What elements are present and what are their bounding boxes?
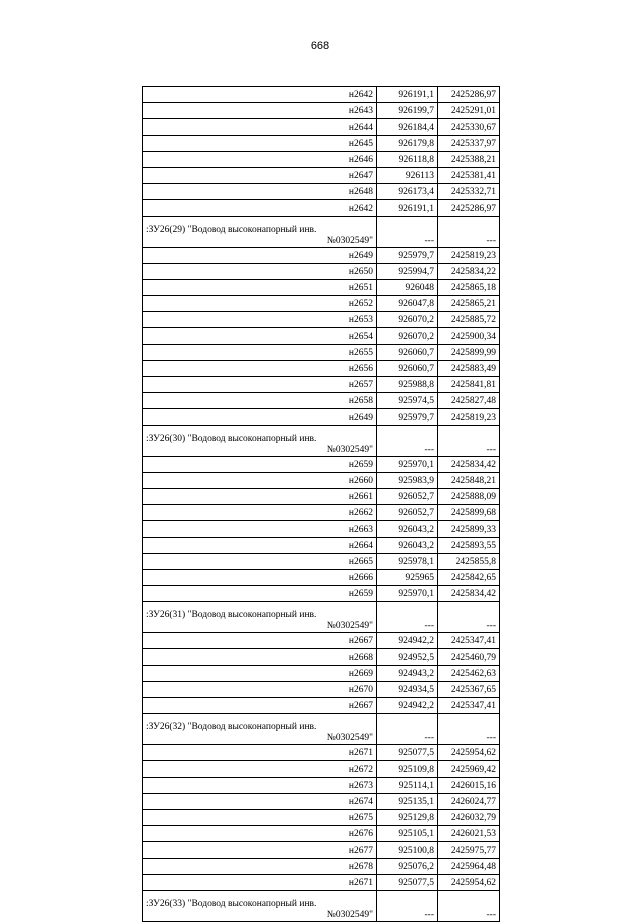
point-name-cell: н2674 xyxy=(143,793,377,809)
coordinate-row xyxy=(143,456,500,472)
y-coordinate-cell: 2425462,63 xyxy=(438,665,500,681)
y-coordinate-cell: 2425286,97 xyxy=(438,200,500,216)
coordinate-row xyxy=(143,649,500,665)
y-coordinate-cell: 2425460,79 xyxy=(438,649,500,665)
y-coordinate-cell: 2425381,41 xyxy=(438,167,500,183)
y-coordinate-cell: 2425332,71 xyxy=(438,184,500,200)
y-coordinate-cell: 2425900,34 xyxy=(438,328,500,344)
x-coordinate-cell: 926070,2 xyxy=(377,312,438,328)
point-name-cell: н2670 xyxy=(143,681,377,697)
coordinate-row xyxy=(143,681,500,697)
coordinate-row xyxy=(143,488,500,504)
y-coordinate-cell: 2425954,62 xyxy=(438,874,500,890)
point-name-cell: н2642 xyxy=(143,200,377,216)
point-name-cell: н2675 xyxy=(143,809,377,825)
point-name-cell: н2651 xyxy=(143,279,377,295)
x-coordinate-cell: 925970,1 xyxy=(377,586,438,602)
section-header-y: --- xyxy=(438,216,500,247)
section-header-line2: №0302549" xyxy=(326,235,373,246)
x-coordinate-cell: 925978,1 xyxy=(377,553,438,569)
point-name-cell: н2663 xyxy=(143,521,377,537)
y-coordinate-cell: 2425899,99 xyxy=(438,344,500,360)
coordinate-row xyxy=(143,793,500,809)
y-coordinate-cell: 2425347,41 xyxy=(438,698,500,714)
point-name-cell: н2667 xyxy=(143,698,377,714)
coordinate-row xyxy=(143,312,500,328)
coordinate-row xyxy=(143,87,500,103)
coordinates-table xyxy=(142,86,500,922)
coordinate-row xyxy=(143,777,500,793)
x-coordinate-cell: 926043,2 xyxy=(377,537,438,553)
coordinate-row xyxy=(143,200,500,216)
coordinate-row xyxy=(143,698,500,714)
point-name-cell: н2660 xyxy=(143,472,377,488)
coordinate-row xyxy=(143,119,500,135)
y-coordinate-cell: 2425964,48 xyxy=(438,858,500,874)
y-coordinate-cell: 2426015,16 xyxy=(438,777,500,793)
point-name-cell: н2676 xyxy=(143,826,377,842)
section-header-x: --- xyxy=(377,714,438,745)
coordinate-row xyxy=(143,263,500,279)
coordinate-row xyxy=(143,360,500,376)
point-name-cell: н2642 xyxy=(143,87,377,103)
y-coordinate-cell: 2425286,97 xyxy=(438,87,500,103)
point-name-cell: н2643 xyxy=(143,103,377,119)
x-coordinate-cell: 926118,8 xyxy=(377,151,438,167)
y-coordinate-cell: 2425893,55 xyxy=(438,537,500,553)
section-header-y: --- xyxy=(438,714,500,745)
section-header-line1: :ЗУ26(31) "Водовод высоконапорный инв. xyxy=(146,610,317,621)
point-name-cell: н2655 xyxy=(143,344,377,360)
point-name-cell: н2667 xyxy=(143,633,377,649)
x-coordinate-cell: 926060,7 xyxy=(377,344,438,360)
coordinate-row xyxy=(143,761,500,777)
y-coordinate-cell: 2425367,65 xyxy=(438,681,500,697)
section-header-line1: :ЗУ26(33) "Водовод высоконапорный инв. xyxy=(146,898,317,909)
section-header-text xyxy=(143,714,377,745)
y-coordinate-cell: 2425969,42 xyxy=(438,761,500,777)
point-name-cell: н2658 xyxy=(143,393,377,409)
x-coordinate-cell: 926113 xyxy=(377,167,438,183)
coordinate-row xyxy=(143,279,500,295)
point-name-cell: н2644 xyxy=(143,119,377,135)
coordinate-row xyxy=(143,842,500,858)
section-header-x: --- xyxy=(377,216,438,247)
y-coordinate-cell: 2425827,48 xyxy=(438,393,500,409)
section-header-row xyxy=(143,890,500,921)
coordinates-table-body xyxy=(143,87,500,922)
y-coordinate-cell: 2425819,23 xyxy=(438,409,500,425)
y-coordinate-cell: 2425842,65 xyxy=(438,569,500,585)
coordinate-row xyxy=(143,151,500,167)
x-coordinate-cell: 926060,7 xyxy=(377,360,438,376)
point-name-cell: н2673 xyxy=(143,777,377,793)
x-coordinate-cell: 925979,7 xyxy=(377,247,438,263)
point-name-cell: н2678 xyxy=(143,858,377,874)
y-coordinate-cell: 2425865,18 xyxy=(438,279,500,295)
coordinate-row xyxy=(143,633,500,649)
y-coordinate-cell: 2425848,21 xyxy=(438,472,500,488)
section-header-x: --- xyxy=(377,425,438,456)
y-coordinate-cell: 2425388,21 xyxy=(438,151,500,167)
section-header-line2: №0302549" xyxy=(326,733,373,744)
coordinate-row xyxy=(143,167,500,183)
coordinate-row xyxy=(143,874,500,890)
point-name-cell: н2657 xyxy=(143,377,377,393)
coordinate-row xyxy=(143,569,500,585)
point-name-cell: н2652 xyxy=(143,296,377,312)
point-name-cell: н2671 xyxy=(143,745,377,761)
y-coordinate-cell: 2426021,53 xyxy=(438,826,500,842)
y-coordinate-cell: 2425954,62 xyxy=(438,745,500,761)
x-coordinate-cell: 925970,1 xyxy=(377,456,438,472)
point-name-cell: н2659 xyxy=(143,586,377,602)
coordinate-row xyxy=(143,586,500,602)
coordinate-row xyxy=(143,665,500,681)
y-coordinate-cell: 2425883,49 xyxy=(438,360,500,376)
x-coordinate-cell: 924952,5 xyxy=(377,649,438,665)
section-header-text xyxy=(143,425,377,456)
x-coordinate-cell: 926043,2 xyxy=(377,521,438,537)
y-coordinate-cell: 2425834,22 xyxy=(438,263,500,279)
x-coordinate-cell: 924942,2 xyxy=(377,633,438,649)
section-header-line1: :ЗУ26(30) "Водовод высоконапорный инв. xyxy=(146,433,317,444)
coordinate-row xyxy=(143,135,500,151)
x-coordinate-cell: 926199,7 xyxy=(377,103,438,119)
page-number: 668 xyxy=(310,40,330,52)
section-header-line1: :ЗУ26(29) "Водовод высоконапорный инв. xyxy=(146,224,317,235)
point-name-cell: н2653 xyxy=(143,312,377,328)
coordinate-row xyxy=(143,103,500,119)
point-name-cell: н2672 xyxy=(143,761,377,777)
coordinate-row xyxy=(143,826,500,842)
coordinate-row xyxy=(143,344,500,360)
coordinate-row xyxy=(143,809,500,825)
point-name-cell: н2656 xyxy=(143,360,377,376)
x-coordinate-cell: 926048 xyxy=(377,279,438,295)
y-coordinate-cell: 2425855,8 xyxy=(438,553,500,569)
y-coordinate-cell: 2425330,67 xyxy=(438,119,500,135)
section-header-text xyxy=(143,216,377,247)
x-coordinate-cell: 926179,8 xyxy=(377,135,438,151)
y-coordinate-cell: 2425885,72 xyxy=(438,312,500,328)
coordinate-row xyxy=(143,393,500,409)
x-coordinate-cell: 926173,4 xyxy=(377,184,438,200)
x-coordinate-cell: 926191,1 xyxy=(377,87,438,103)
y-coordinate-cell: 2426024,77 xyxy=(438,793,500,809)
section-header-row xyxy=(143,425,500,456)
point-name-cell: н2647 xyxy=(143,167,377,183)
y-coordinate-cell: 2425899,33 xyxy=(438,521,500,537)
y-coordinate-cell: 2425819,23 xyxy=(438,247,500,263)
x-coordinate-cell: 925077,5 xyxy=(377,745,438,761)
point-name-cell: н2677 xyxy=(143,842,377,858)
point-name-cell: н2664 xyxy=(143,537,377,553)
section-header-line2: №0302549" xyxy=(326,621,373,632)
point-name-cell: н2649 xyxy=(143,409,377,425)
x-coordinate-cell: 925129,8 xyxy=(377,809,438,825)
section-header-line2: №0302549" xyxy=(326,444,373,455)
point-name-cell: н2649 xyxy=(143,247,377,263)
point-name-cell: н2661 xyxy=(143,488,377,504)
section-header-row xyxy=(143,216,500,247)
x-coordinate-cell: 924942,2 xyxy=(377,698,438,714)
section-header-line2: №0302549" xyxy=(326,909,373,920)
x-coordinate-cell: 925974,5 xyxy=(377,393,438,409)
coordinate-row xyxy=(143,409,500,425)
y-coordinate-cell: 2425975,77 xyxy=(438,842,500,858)
x-coordinate-cell: 925988,8 xyxy=(377,377,438,393)
y-coordinate-cell: 2425841,81 xyxy=(438,377,500,393)
section-header-text xyxy=(143,602,377,633)
y-coordinate-cell: 2425899,68 xyxy=(438,505,500,521)
point-name-cell: н2646 xyxy=(143,151,377,167)
coordinate-row xyxy=(143,521,500,537)
x-coordinate-cell: 924934,5 xyxy=(377,681,438,697)
section-header-text xyxy=(143,890,377,921)
section-header-line1: :ЗУ26(32) "Водовод высоконапорный инв. xyxy=(146,722,317,733)
section-header-y: --- xyxy=(438,890,500,921)
coordinate-row xyxy=(143,745,500,761)
point-name-cell: н2650 xyxy=(143,263,377,279)
x-coordinate-cell: 926070,2 xyxy=(377,328,438,344)
section-header-x: --- xyxy=(377,602,438,633)
x-coordinate-cell: 924943,2 xyxy=(377,665,438,681)
point-name-cell: н2648 xyxy=(143,184,377,200)
x-coordinate-cell: 926052,7 xyxy=(377,505,438,521)
point-name-cell: н2654 xyxy=(143,328,377,344)
x-coordinate-cell: 926191,1 xyxy=(377,200,438,216)
x-coordinate-cell: 925135,1 xyxy=(377,793,438,809)
x-coordinate-cell: 925965 xyxy=(377,569,438,585)
y-coordinate-cell: 2425865,21 xyxy=(438,296,500,312)
coordinate-row xyxy=(143,553,500,569)
point-name-cell: н2671 xyxy=(143,874,377,890)
point-name-cell: н2668 xyxy=(143,649,377,665)
point-name-cell: н2665 xyxy=(143,553,377,569)
y-coordinate-cell: 2425347,41 xyxy=(438,633,500,649)
y-coordinate-cell: 2425834,42 xyxy=(438,586,500,602)
section-header-y: --- xyxy=(438,602,500,633)
y-coordinate-cell: 2425888,09 xyxy=(438,488,500,504)
coordinate-row xyxy=(143,328,500,344)
point-name-cell: н2669 xyxy=(143,665,377,681)
x-coordinate-cell: 925114,1 xyxy=(377,777,438,793)
point-name-cell: н2662 xyxy=(143,505,377,521)
x-coordinate-cell: 925983,9 xyxy=(377,472,438,488)
coordinate-row xyxy=(143,537,500,553)
section-header-row xyxy=(143,602,500,633)
y-coordinate-cell: 2425834,42 xyxy=(438,456,500,472)
coordinate-row xyxy=(143,505,500,521)
coordinate-row xyxy=(143,472,500,488)
point-name-cell: н2645 xyxy=(143,135,377,151)
x-coordinate-cell: 926184,4 xyxy=(377,119,438,135)
y-coordinate-cell: 2426032,79 xyxy=(438,809,500,825)
coordinate-row xyxy=(143,377,500,393)
x-coordinate-cell: 925109,8 xyxy=(377,761,438,777)
y-coordinate-cell: 2425291,01 xyxy=(438,103,500,119)
section-header-x: --- xyxy=(377,890,438,921)
point-name-cell: н2666 xyxy=(143,569,377,585)
x-coordinate-cell: 925100,8 xyxy=(377,842,438,858)
y-coordinate-cell: 2425337,97 xyxy=(438,135,500,151)
x-coordinate-cell: 925979,7 xyxy=(377,409,438,425)
x-coordinate-cell: 926047,8 xyxy=(377,296,438,312)
coordinate-row xyxy=(143,184,500,200)
x-coordinate-cell: 925994,7 xyxy=(377,263,438,279)
x-coordinate-cell: 925076,2 xyxy=(377,858,438,874)
coordinate-row xyxy=(143,296,500,312)
coordinate-row xyxy=(143,858,500,874)
section-header-row xyxy=(143,714,500,745)
x-coordinate-cell: 925077,5 xyxy=(377,874,438,890)
x-coordinate-cell: 925105,1 xyxy=(377,826,438,842)
coordinate-row xyxy=(143,247,500,263)
point-name-cell: н2659 xyxy=(143,456,377,472)
section-header-y: --- xyxy=(438,425,500,456)
x-coordinate-cell: 926052,7 xyxy=(377,488,438,504)
